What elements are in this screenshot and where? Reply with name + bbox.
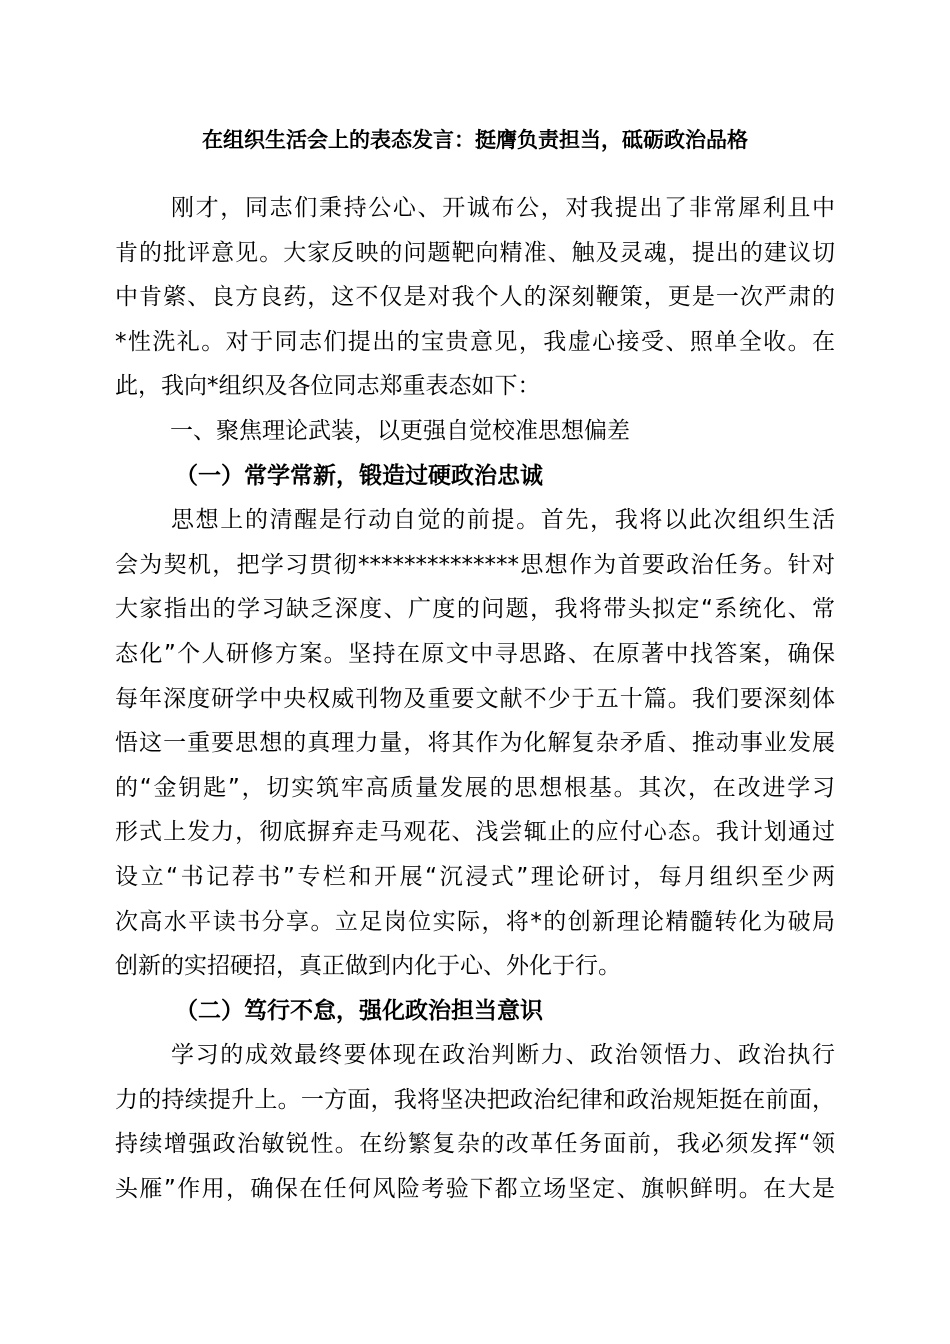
text-line: 此，我向*组织及各位同志郑重表态如下： xyxy=(115,373,541,400)
text-line: 刚才，同志们秉持公心、开诚布公，对我提出了非常犀利且中 xyxy=(171,195,835,221)
document-title: 在组织生活会上的表态发言：挺膺负责担当，砥砺政治品格 xyxy=(202,128,748,152)
text-line: 悟这一重要思想的真理力量，将其作为化解复杂矛盾、推动事业发展 xyxy=(115,730,835,757)
section-heading: 一、聚焦理论武装，以更强自觉校准思想偏差 xyxy=(170,417,630,444)
text-line: 设立“书记荐书”专栏和开展“沉浸式”理论研讨，每月组织至少两 xyxy=(115,863,835,890)
text-line: 中肯綮、良方良药，这不仅是对我个人的深刻鞭策，更是一次严肃的 xyxy=(115,284,835,311)
text-line: 持续增强政治敏锐性。在纷繁复杂的改革任务面前，我必须发挥“领 xyxy=(115,1131,835,1158)
text-line: 学习的成效最终要体现在政治判断力、政治领悟力、政治执行 xyxy=(171,1042,835,1069)
paragraph-2 xyxy=(115,498,835,989)
text-line: 头雁”作用，确保在任何风险考验下都立场坚定、旗帜鲜明。在大是 xyxy=(115,1176,835,1203)
text-line: 会为契机，把学习贯彻**************思想作为首要政治任务。针对 xyxy=(115,551,835,578)
paragraph-1 xyxy=(115,186,835,409)
text-line: 的“金钥匙”，切实筑牢高质量发展的思想根基。其次，在改进学习 xyxy=(115,774,835,801)
text-line: 大家指出的学习缺乏深度、广度的问题，我将带头拟定“系统化、常 xyxy=(115,596,835,623)
text-line: 态化”个人研修方案。坚持在原文中寻思路、在原著中找答案，确保 xyxy=(115,640,835,667)
text-line: 创新的实招硬招，真正做到内化于心、外化于行。 xyxy=(115,953,621,980)
text-line: *性洗礼。对于同志们提出的宝贵意见，我虚心接受、照单全收。在 xyxy=(115,328,835,355)
subsection-heading: （二）笃行不怠，强化政治担当意识 xyxy=(175,997,543,1024)
text-line: 形式上发力，彻底摒弃走马观花、浅尝辄止的应付心态。我计划通过 xyxy=(115,819,835,846)
text-line: 力的持续提升上。一方面，我将坚决把政治纪律和政治规矩挺在前面， xyxy=(115,1086,835,1113)
text-line: 思想上的清醒是行动自觉的前提。首先，我将以此次组织生活 xyxy=(171,507,835,534)
subsection-heading: （一）常学常新，锻造过硬政治忠诚 xyxy=(175,462,543,489)
document-body xyxy=(115,186,835,1212)
text-line: 每年深度研学中央权威刊物及重要文献不少于五十篇。我们要深刻体 xyxy=(115,685,835,712)
text-line: 肯的批评意见。大家反映的问题靶向精准、触及灵魂，提出的建议切 xyxy=(115,239,835,266)
text-line: 次高水平读书分享。立足岗位实际，将*的创新理论精髓转化为破局 xyxy=(115,908,835,935)
paragraph-3 xyxy=(115,1033,835,1211)
